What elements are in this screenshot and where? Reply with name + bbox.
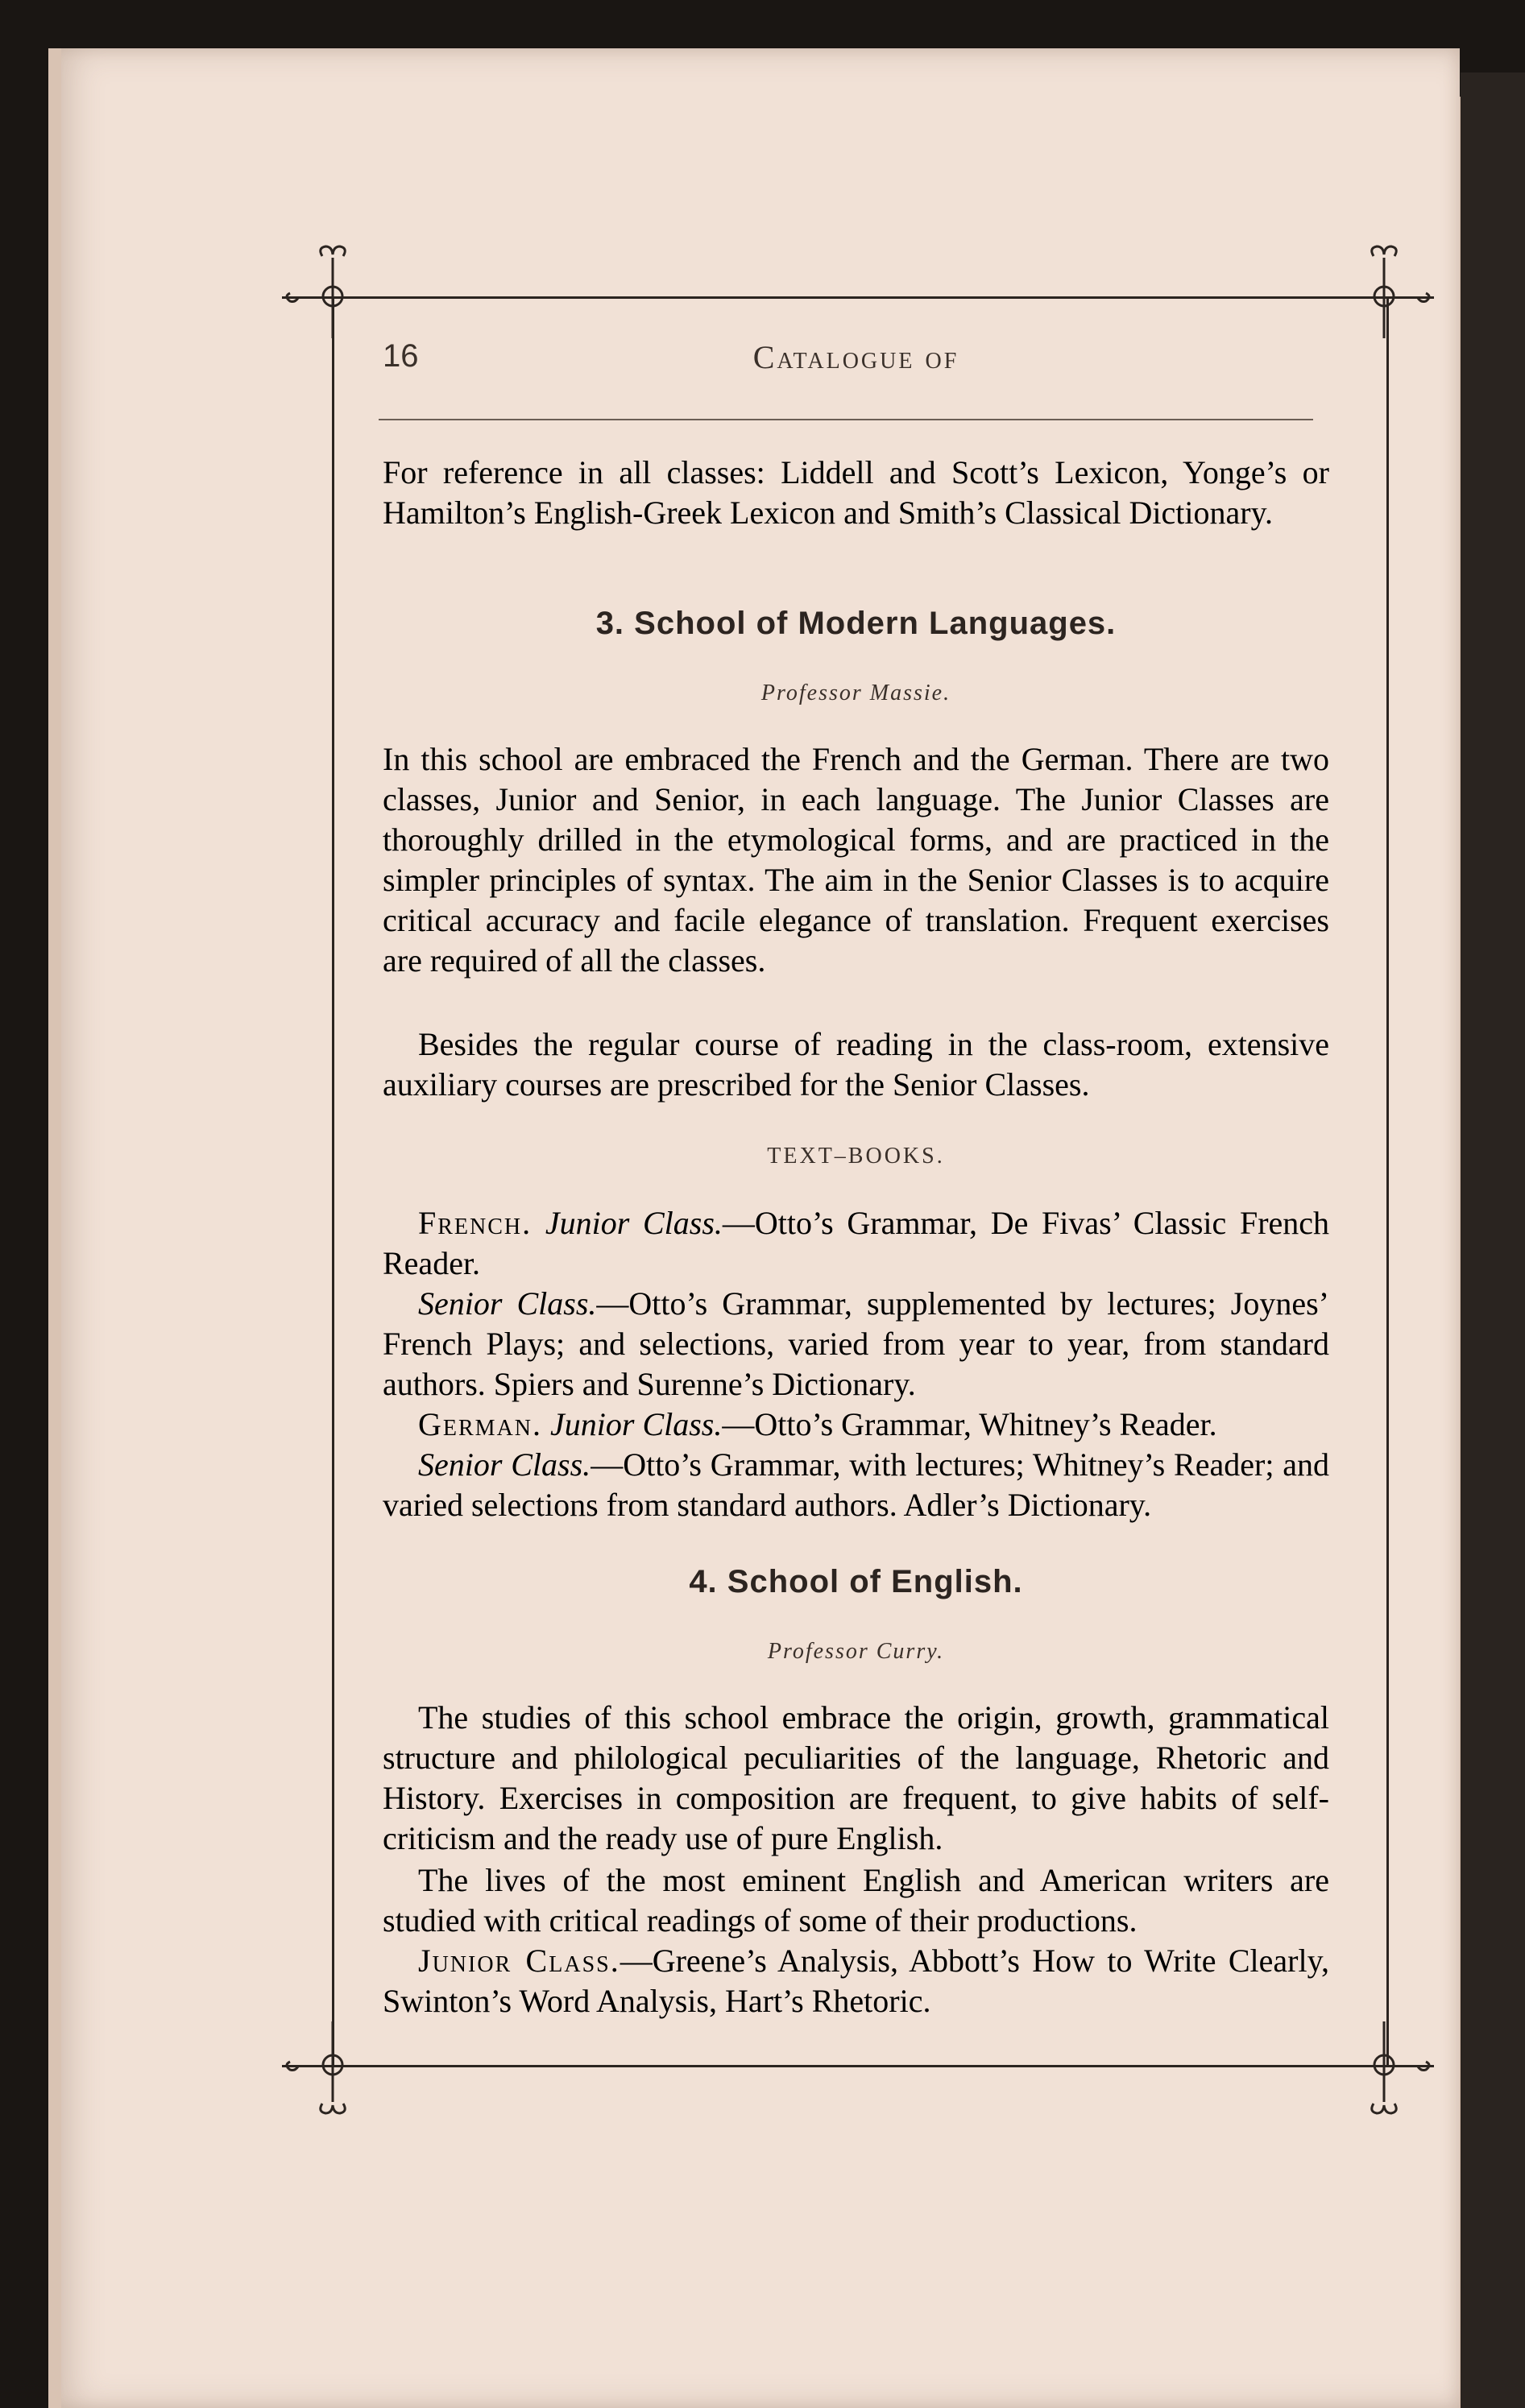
- french-junior-text: —Otto’s Grammar, De Fivas’ Classic French Reader.: [383, 1205, 1330, 1281]
- german-junior-text: —Otto’s Grammar, Whitney’s Reader.: [722, 1406, 1217, 1442]
- english-paragraph-1: The studies of this school embrace the origin, growth, grammatical structure and philological peculiarities of the language, Rhetoric and History. Exercises in composition are frequent, to give habits of self-criticism and the ready use of pure English.: [383, 1699, 1329, 1856]
- french-junior-label: Junior Class.: [545, 1205, 723, 1241]
- corner-ornament-icon: [1331, 242, 1436, 354]
- reference-paragraph: For reference in all classes: Liddell and Scott’s Lexicon, Yonge’s or Hamilton’s English-Greek Lexicon and Smith’s Classical Dictionary.: [383, 454, 1329, 531]
- french-senior-label: Senior Class.: [418, 1285, 597, 1322]
- french-senior-text: —Otto’s Grammar, supplemented by lectures; Joynes’ French Plays; and selections, varied from year to year, from standard authors. Spiers and Surenne’s Dictionary.: [383, 1285, 1329, 1402]
- french-senior-entry: [383, 1284, 1329, 1405]
- running-title: Catalogue of: [752, 339, 959, 375]
- professor-massie: Professor Massie.: [760, 681, 951, 705]
- header-rule: [379, 419, 1313, 420]
- textbooks-heading: TEXT–BOOKS.: [767, 1144, 945, 1169]
- french-junior-entry: [383, 1203, 1329, 1284]
- modern-languages-paragraph-1: In this school are embraced the French and the German. There are two classes, Junior and Senior, in each language. The Junior Classes are thoroughly drilled in the etymological forms, and are practiced in the simpler principles of syntax. The aim in the Senior Classes is to acquire critical accuracy and facile elegance of translation. Frequent exercises are required of all the classes.: [383, 741, 1329, 979]
- german-senior-text: —Otto’s Grammar, with lectures; Whitney’s Reader; and varied selections from standard authors. Adler’s Dictionary.: [383, 1446, 1330, 1523]
- frame-top-rule: [282, 296, 1434, 299]
- french-label: French.: [418, 1205, 533, 1241]
- professor-curry: Professor Curry.: [767, 1639, 945, 1664]
- corner-ornament-icon: [282, 242, 387, 354]
- page-number: 16: [383, 338, 419, 374]
- school-english-heading: 4. School of English.: [689, 1564, 1023, 1599]
- book-background-strip: [1461, 72, 1525, 2408]
- frame-bottom-rule: [282, 2065, 1434, 2067]
- english-paragraph-2: The lives of the most eminent English and American writers are studied with critical readings of some of their productions.: [383, 1862, 1329, 1938]
- corner-ornament-icon: [1331, 2013, 1436, 2126]
- german-label: German.: [418, 1406, 543, 1442]
- german-senior-entry: [383, 1445, 1329, 1525]
- german-junior-entry: [383, 1405, 1329, 1445]
- junior-class-text: —Greene’s Analysis, Abbott’s How to Write Clearly, Swinton’s Word Analysis, Hart’s Rhetoric.: [383, 1943, 1329, 2019]
- junior-class-label: Junior Class.: [418, 1943, 620, 1979]
- english-junior-class-entry: [383, 1941, 1329, 2021]
- german-junior-label: Junior Class.: [550, 1406, 723, 1442]
- german-senior-label: Senior Class.: [418, 1446, 591, 1483]
- modern-languages-paragraph-2: Besides the regular course of reading in the class-room, extensive auxiliary courses are prescribed for the Senior Classes.: [383, 1026, 1329, 1103]
- school-modern-languages-heading: 3. School of Modern Languages.: [595, 606, 1117, 641]
- running-header: [383, 338, 1329, 387]
- corner-ornament-icon: [282, 2013, 387, 2126]
- page-edge: [48, 48, 61, 2408]
